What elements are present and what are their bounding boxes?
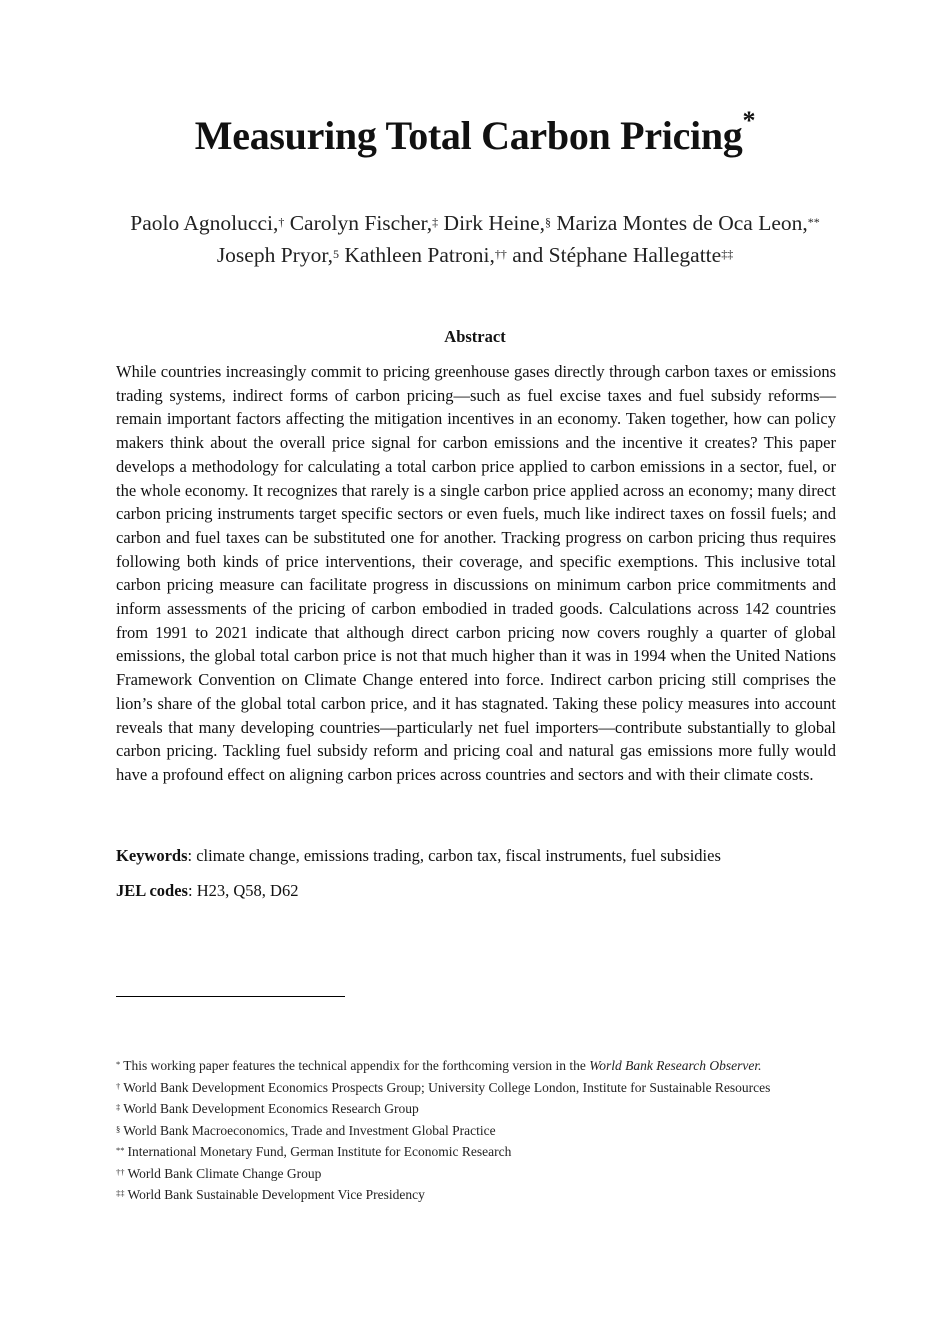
author: Joseph Pryor,$^5$ <box>216 243 340 267</box>
footnote: ‡‡ World Bank Sustainable Development Vice Presidency <box>116 1187 425 1202</box>
keywords-value: : climate change, emissions trading, carbon tax, fiscal instruments, fuel subsidies <box>187 846 721 865</box>
footnote: * This working paper features the technical appendix for the forthcoming version in the World Bank Research Observer. <box>116 1058 762 1073</box>
abstract-text: While countries increasingly commit to pricing greenhouse gases directly through carbon taxes or emissions trading systems, indirect forms of carbon pricing—such as fuel excise taxes and fuel subsidy reforms—remain important factors affecting the mitigation incentives in an economy. Taken together, how can policy makers think about the overall price signal for carbon emissions and the incentive it creates? This paper develops a methodology for calculating a total carbon price applied to carbon emissions in a sector, fuel, or the whole economy. It recognizes that rarely is a single carbon price applied across an economy; many direct carbon pricing instruments target specific sectors or even fuels, much like indirect taxes on fossil fuels; and carbon and fuel taxes can be substituted one for another. Tracking progress on carbon pricing thus requires following both kinds of price interventions, their coverage, and specific exemptions. This inclusive total carbon pricing measure can facilitate progress in discussions on minimum carbon price commitments and inform assessments of the pricing of carbon embodied in traded goods. Calculations across 142 countries from 1991 to 2021 indicate that although direct carbon pricing now covers roughly a quarter of global emissions, the global total carbon price is not that much higher than it was in 1994 when the United Nations Framework Convention on Climate Change entered into force. Indirect carbon pricing still comprises the lion’s share of the global total carbon price, and it has stagnated. Taking these policy measures into account reveals that many developing countries—particularly net fuel importers—contribute substantially to global carbon pricing. Tackling fuel subsidy reform and pricing coal and natural gas emissions more fully would have a profound effect on aligning carbon prices across countries and sectors and with their climate costs. <box>116 362 836 784</box>
jel-codes-label: JEL codes <box>116 881 188 900</box>
footnote: †† World Bank Climate Change Group <box>116 1165 322 1181</box>
footnote: § World Bank Macroeconomics, Trade and Investment Global Practice <box>116 1122 496 1138</box>
page-title <box>0 106 950 159</box>
footnote: † World Bank Development Economics Prospects Group; University College London, Institute for Sustainable Resources <box>116 1079 771 1095</box>
author-list <box>120 207 830 271</box>
author: Mariza Montes de Oca Leon,** <box>556 211 820 235</box>
author: Kathleen Patroni,†† <box>344 243 507 267</box>
footnote: ** International Monetary Fund, German Institute for Economic Research <box>116 1144 512 1159</box>
author: Carolyn Fischer,‡ <box>289 211 439 235</box>
author: and Stéphane Hallegatte‡‡ <box>512 243 734 267</box>
author: Paolo Agnolucci,† <box>130 211 285 235</box>
keywords-label: Keywords <box>116 846 188 865</box>
abstract-heading: Abstract <box>444 327 506 346</box>
footnotes <box>116 1055 836 1206</box>
jel-codes-line <box>116 881 836 901</box>
footnote: ‡ World Bank Development Economics Research Group <box>116 1101 419 1116</box>
author: Dirk Heine,§ <box>443 211 552 235</box>
title-footnote-mark: * <box>742 106 756 135</box>
jel-codes-value: : H23, Q58, D62 <box>187 881 299 900</box>
keywords-line <box>116 846 836 866</box>
footnote-divider <box>116 996 345 997</box>
title-text: Measuring Total Carbon Pricing <box>194 113 743 158</box>
